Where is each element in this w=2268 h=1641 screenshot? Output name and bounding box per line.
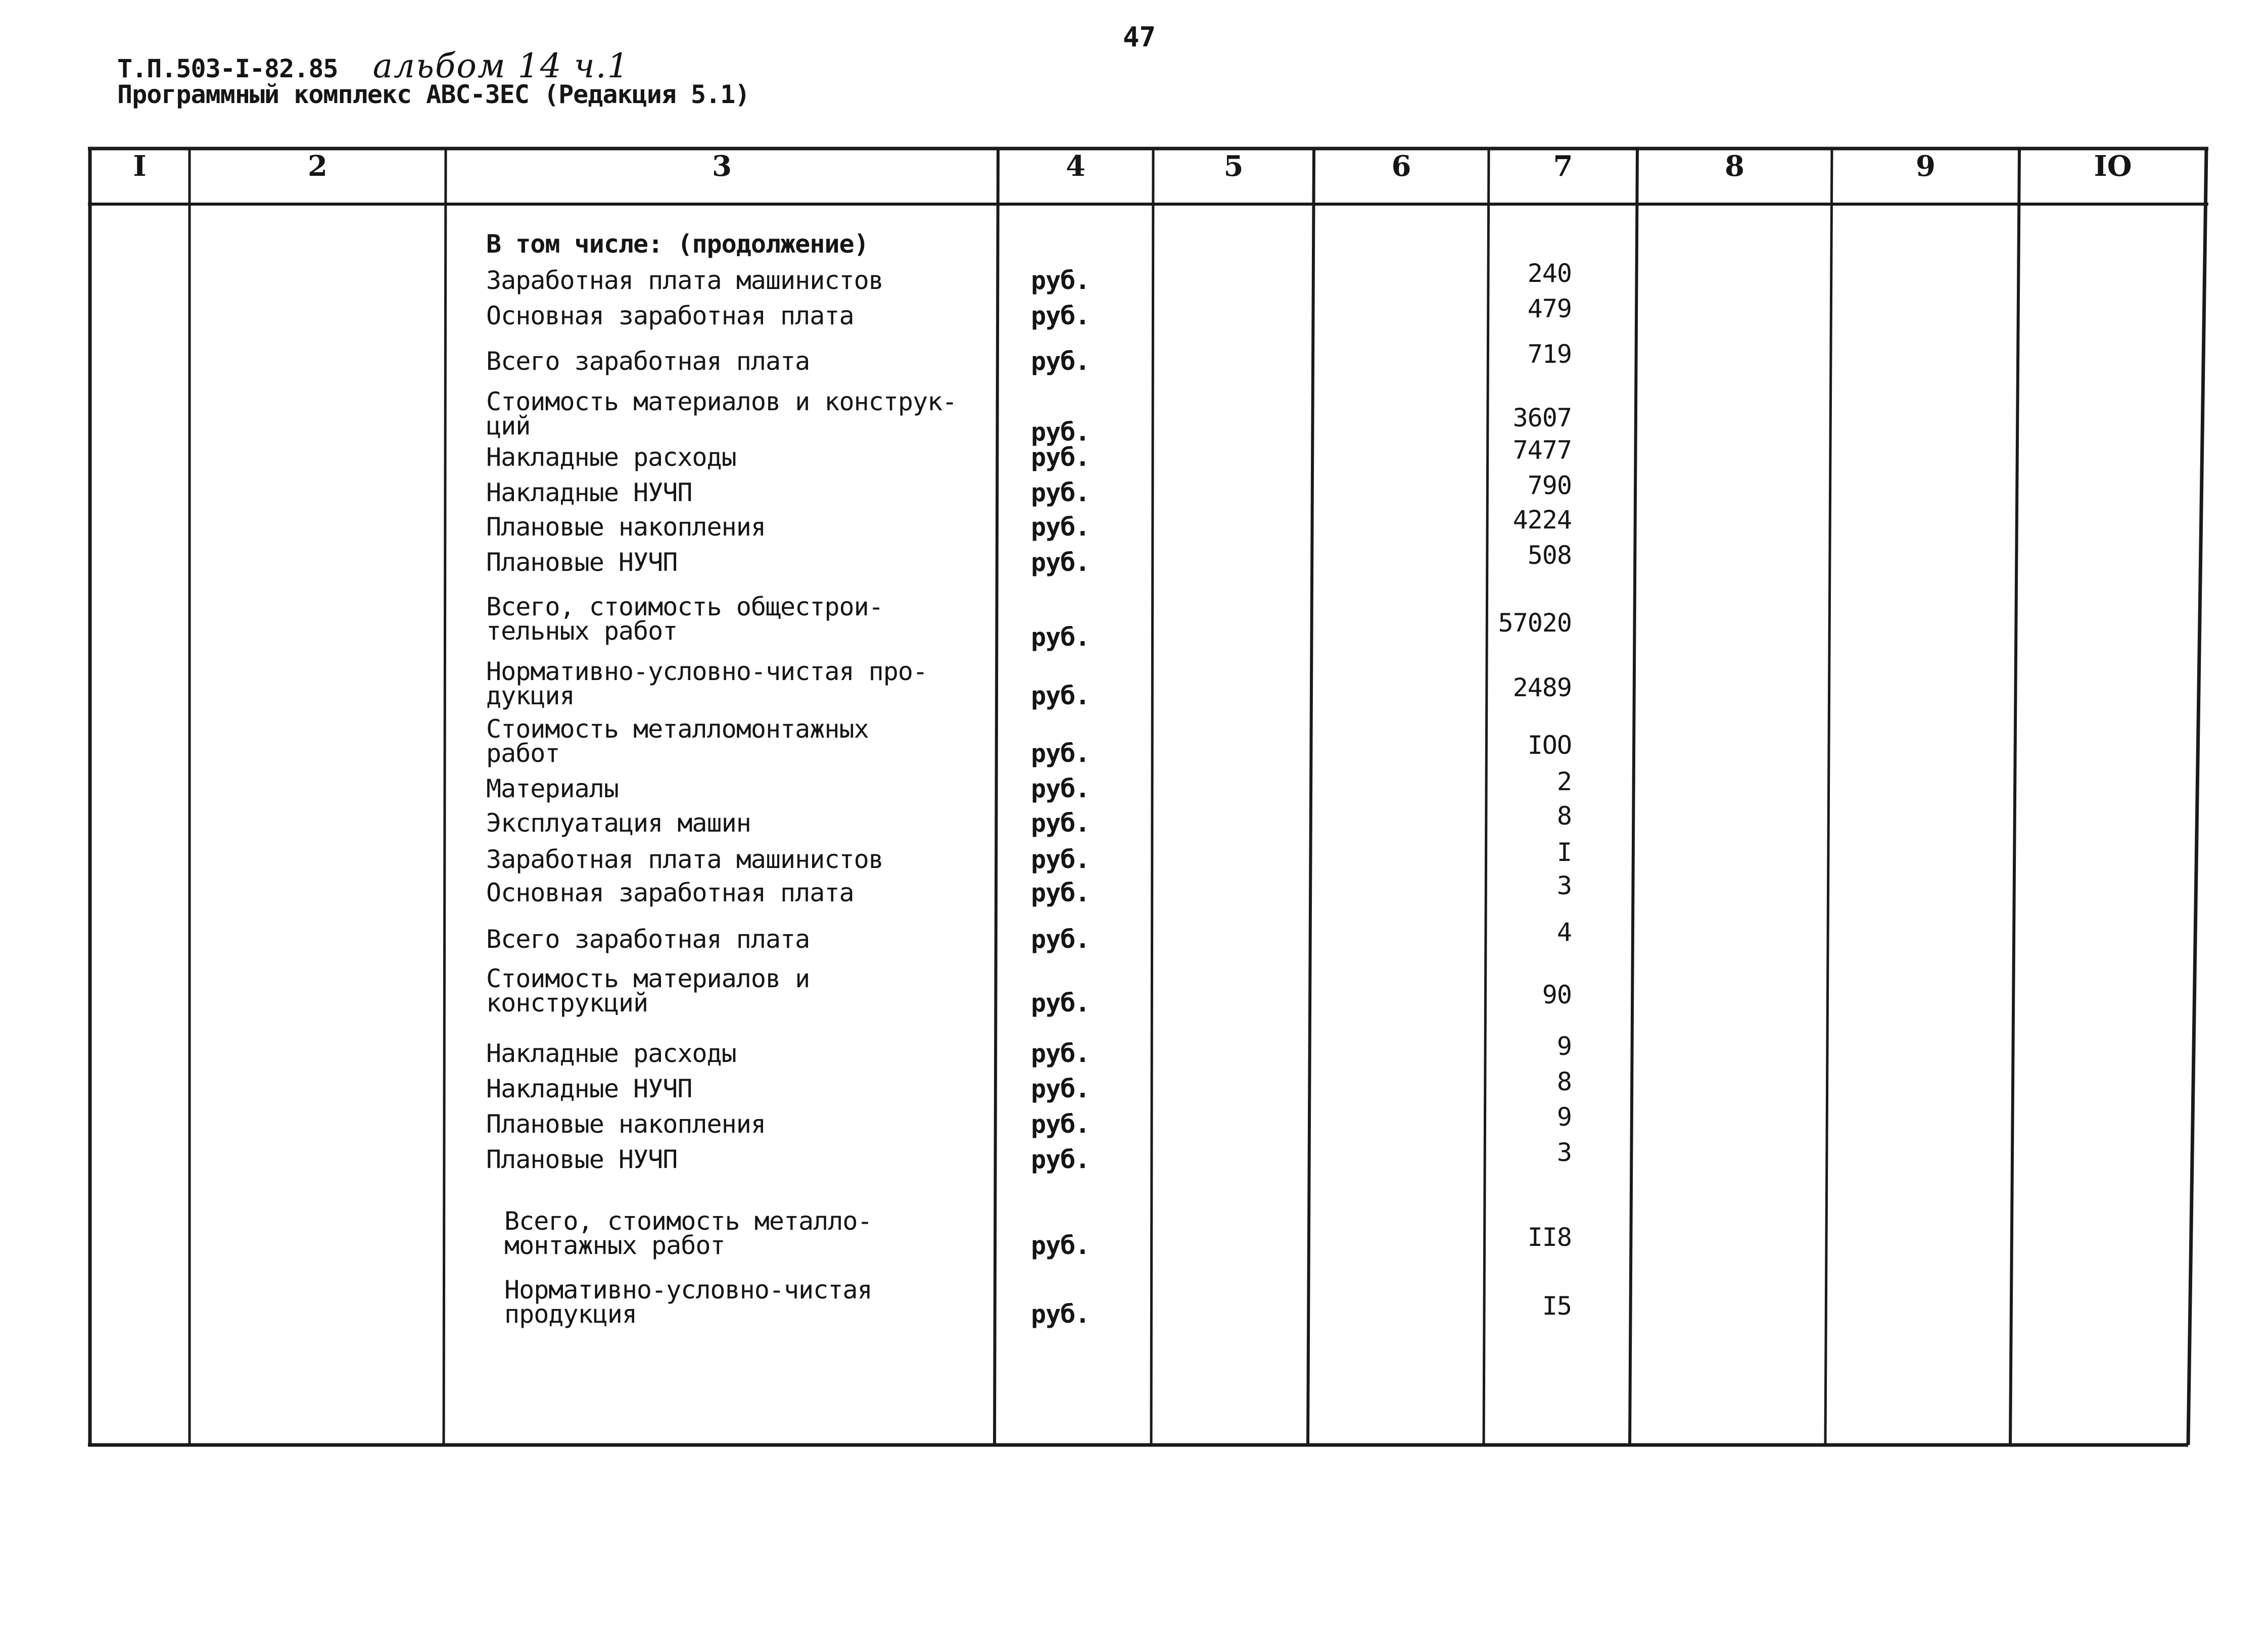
row-description-line: Нормативно-условно-чистая про- — [486, 657, 928, 686]
row-unit: руб. — [1031, 266, 1090, 295]
row-unit: руб. — [1031, 1074, 1090, 1103]
row-value: 8 — [1556, 1067, 1572, 1096]
row-value: I5 — [1542, 1291, 1572, 1321]
row-description-line: монтажных работ — [504, 1231, 725, 1260]
row-description-line: Всего, стоимость металло- — [504, 1206, 872, 1236]
row-description-line: тельных работ — [486, 616, 678, 646]
col-header-9: 9 — [1916, 150, 1935, 183]
row-value: 719 — [1527, 340, 1572, 369]
row-value: 9 — [1556, 1102, 1572, 1132]
row-value: 2 — [1556, 767, 1572, 796]
row-unit: руб. — [1031, 347, 1090, 376]
col-header-3: 3 — [712, 150, 732, 183]
col-border-4 — [1151, 149, 1153, 1445]
doc-code-text: Т.П.503-I-82.85 — [117, 54, 338, 83]
row-value: 508 — [1527, 541, 1572, 570]
col-header-8: 8 — [1725, 150, 1744, 183]
row-unit: руб. — [1031, 417, 1090, 447]
row-value: IOO — [1527, 731, 1572, 760]
row-description-line: Накладные НУЧП — [486, 1074, 692, 1103]
row-value: II8 — [1527, 1223, 1572, 1252]
handwritten-note: альбом 14 ч.1 — [372, 46, 630, 85]
row-value: 4 — [1556, 918, 1572, 947]
row-description-line: Заработная плата машинистов — [486, 266, 883, 295]
row-unit: руб. — [1031, 478, 1090, 507]
col-border-9 — [2010, 149, 2019, 1445]
row-unit: руб. — [1031, 1145, 1090, 1174]
row-value: 3 — [1556, 871, 1572, 900]
row-unit: руб. — [1031, 1231, 1090, 1260]
row-description-line: Всего заработная плата — [486, 347, 810, 376]
col-header-5: 5 — [1223, 150, 1244, 183]
program-line: Программный комплекс АВС-3ЕС (Редакция 5.1) — [117, 80, 750, 109]
row-description-line: Плановые НУЧП — [486, 548, 678, 577]
col-header-2: 2 — [308, 150, 327, 183]
row-unit: руб. — [1031, 845, 1090, 874]
row-description-line: Стоимость материалов и — [486, 964, 810, 993]
row-unit: руб. — [1031, 301, 1090, 330]
row-description-line: Эксплуатация машин — [486, 808, 751, 838]
row-unit: руб. — [1031, 774, 1090, 803]
row-value: 240 — [1527, 259, 1572, 288]
row-value: 3 — [1556, 1138, 1572, 1167]
row-value: I — [1556, 838, 1572, 867]
row-unit: руб. — [1031, 622, 1090, 652]
row-description-line: Накладные НУЧП — [486, 478, 692, 507]
row-unit: руб. — [1031, 443, 1090, 472]
row-description-line: продукция — [504, 1299, 637, 1329]
row-description-line: конструкций — [486, 988, 648, 1018]
col-border-8 — [1825, 149, 1832, 1445]
row-description-line: Накладные расходы — [486, 443, 736, 472]
row-description-line: Плановые НУЧП — [486, 1145, 678, 1174]
row-unit: руб. — [1031, 808, 1090, 838]
row-description-line: Основная заработная плата — [486, 301, 854, 330]
col-border-6 — [1484, 149, 1489, 1445]
row-description-line: дукция — [486, 681, 575, 710]
row-description-line: Всего заработная плата — [486, 925, 810, 954]
col-header-4: 4 — [1066, 150, 1085, 183]
col-border-10 — [2188, 149, 2206, 1445]
row-description-line: Всего, стоимость общестрои- — [486, 592, 883, 621]
row-value: 7477 — [1513, 436, 1572, 465]
row-value: 2489 — [1513, 673, 1572, 702]
row-unit: руб. — [1031, 988, 1090, 1018]
row-description-line: Материалы — [486, 774, 619, 803]
row-description-line: Стоимость металломонтажных — [486, 714, 869, 744]
row-description-line: Плановые накопления — [486, 1109, 766, 1139]
row-value: 4224 — [1513, 505, 1572, 535]
row-unit: руб. — [1031, 1039, 1090, 1068]
section-heading: В том числе: (продолжение) — [486, 229, 869, 259]
row-unit: руб. — [1031, 512, 1090, 542]
row-value: 9 — [1556, 1032, 1572, 1061]
row-unit: руб. — [1031, 739, 1090, 768]
row-value: 8 — [1556, 801, 1572, 831]
row-description-line: ций — [486, 411, 531, 441]
row-unit: руб. — [1031, 1109, 1090, 1139]
row-description-line: Нормативно-условно-чистая — [504, 1275, 872, 1305]
row-description-line: Плановые накопления — [486, 512, 766, 542]
col-header-10: IO — [2094, 150, 2132, 183]
row-value: 3607 — [1513, 403, 1572, 432]
row-description-line: Заработная плата машинистов — [486, 845, 883, 874]
row-description-line: работ — [486, 739, 560, 768]
row-value: 57020 — [1498, 608, 1572, 638]
row-value: 90 — [1542, 980, 1572, 1009]
row-description-line: Основная заработная плата — [486, 878, 854, 907]
col-border-3 — [995, 149, 998, 1445]
col-border-2 — [444, 149, 446, 1445]
col-header-1: I — [133, 150, 147, 183]
row-value: 479 — [1527, 294, 1572, 323]
row-unit: руб. — [1031, 925, 1090, 954]
row-value: 790 — [1527, 471, 1572, 500]
row-description-line: Накладные расходы — [486, 1039, 736, 1068]
col-border-5 — [1308, 149, 1314, 1445]
row-unit: руб. — [1031, 548, 1090, 577]
col-header-6: 6 — [1391, 150, 1411, 183]
row-unit: руб. — [1031, 1299, 1090, 1329]
page-number: 47 — [1123, 21, 1156, 53]
col-border-7 — [1630, 149, 1637, 1445]
row-unit: руб. — [1031, 681, 1090, 710]
row-description-line: Стоимость материалов и конструк- — [486, 387, 957, 416]
row-unit: руб. — [1031, 878, 1090, 907]
col-header-7: 7 — [1553, 150, 1573, 183]
